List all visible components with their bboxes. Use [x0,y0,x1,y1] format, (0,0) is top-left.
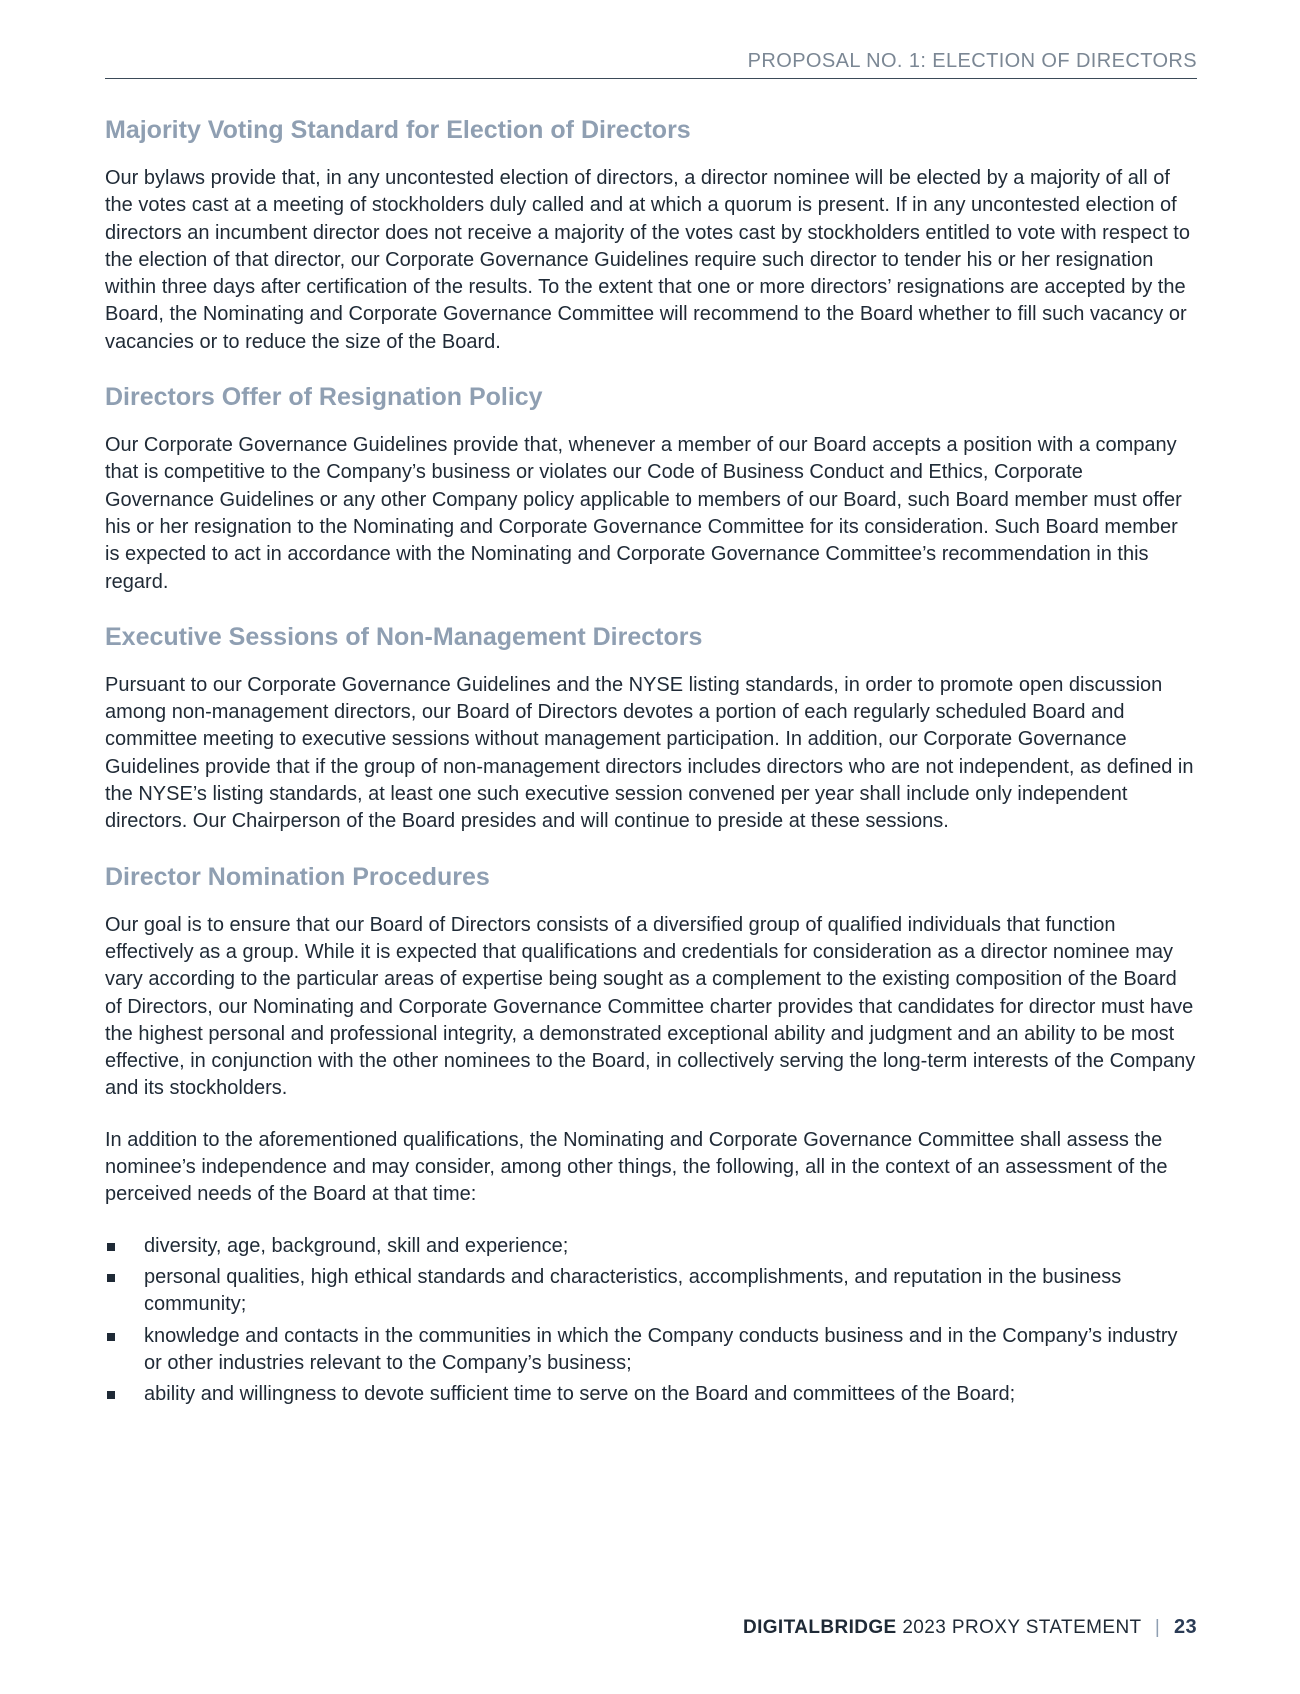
section-nomination-procedures [105,860,1197,1409]
footer-title: 2023 PROXY STATEMENT [902,1617,1142,1638]
square-bullet-icon [107,1243,115,1251]
square-bullet-icon [107,1274,115,1282]
paragraph: Our bylaws provide that, in any uncontested election of directors, a director nominee will be elected by a majority of all of the votes cast at a meeting of stockholders duly called and at which a quorum is present. If in any uncontested election of directors an incumbent director does not receive a majority of the votes cast by stockholders entitled to vote with respect to the election of that director, our Corporate Governance Guidelines require such director to tender his or her resignation within three days after certification of the results. To the extent that one or more directors’ resignations are accepted by the Board, the Nominating and Corporate Governance Committee will recommend to the Board whether to fill such vacancy or vacancies or to reduce the size of the Board. [105,167,1190,353]
page-footer [743,1616,1197,1639]
page-number: 23 [1173,1616,1197,1638]
paragraph: Pursuant to our Corporate Governance Guidelines and the NYSE listing standards, in order to promote open discussion among non-management directors, our Board of Directors devotes a portion of each regularly scheduled Board and committee meeting to executive sessions without management participation. In addition, our Corporate Governance Guidelines provide that if the group of non-management directors includes directors who are not independent, as defined in the NYSE’s listing standards, at least one such executive session convened per year shall include only independent directors. Our Chairperson of the Board presides and will continue to preside at these sessions. [105,673,1194,833]
list-item-text: knowledge and contacts in the communities in which the Company conducts business and in the Company’s industry or other industries relevant to the Company’s business; [144,1324,1178,1374]
section-offer-of-resignation [105,380,1197,596]
list-item-text: personal qualities, high ethical standards and characteristics, accomplishments, and reputation in the business community; [144,1265,1122,1316]
page-body [105,113,1197,1412]
list-item [105,1323,1197,1378]
list-item [105,1233,1197,1260]
square-bullet-icon [107,1391,115,1399]
paragraph: Our Corporate Governance Guidelines provide that, whenever a member of our Board accepts a position with a company that is competitive to the Company’s business or violates our Code of Business Conduct and Ethics, Corporate Governance Guidelines or any other Company policy applicable to members of our Board, such Board member must offer his or her resignation to the Nominating and Corporate Governance Committee for its consideration. Such Board member is expected to act in accordance with the Nominating and Corporate Governance Committee’s recommendation in this regard. [105,434,1182,593]
section-majority-voting [105,113,1197,356]
section-heading: Executive Sessions of Non-Management Directors [105,622,703,651]
qualification-bullet-list [105,1233,1197,1409]
list-item-text: ability and willingness to devote sufficient time to serve on the Board and committees of the Board; [144,1383,1016,1406]
list-item [105,1264,1197,1319]
footer-separator: | [1154,1617,1161,1638]
running-header: PROPOSAL NO. 1: ELECTION OF DIRECTORS [747,50,1197,72]
list-item [105,1381,1197,1408]
section-heading: Directors Offer of Resignation Policy [105,383,543,412]
header-divider [105,78,1197,79]
section-heading: Director Nomination Procedures [105,862,490,891]
document-page [105,0,1197,1694]
section-executive-sessions [105,620,1197,836]
footer-brand: DIGITALBRIDGE [742,1617,897,1638]
square-bullet-icon [107,1333,115,1341]
paragraph: In addition to the aforementioned qualifications, the Nominating and Corporate Governance Committee shall assess the nominee’s independence and may consider, among other things, the following, all in the context of an assessment of the perceived needs of the Board at that time: [105,1128,1168,1206]
section-heading: Majority Voting Standard for Election of Directors [105,116,691,144]
paragraph: Our goal is to ensure that our Board of Directors consists of a diversified group of qualified individuals that function effectively as a group. While it is expected that qualifications and credentials for consideration as a director nominee may vary according to the particular areas of expertise being sought as a complement to the existing composition of the Board of Directors, our Nominating and Corporate Governance Committee charter provides that candidates for director must have the highest personal and professional integrity, a demonstrated exceptional ability and judgment and an ability to be most effective, in conjunction with the other nominees to the Board, in collectively serving the long-term interests of the Company and its stockholders. [105,913,1196,1100]
list-item-text: diversity, age, background, skill and experience; [144,1234,569,1257]
